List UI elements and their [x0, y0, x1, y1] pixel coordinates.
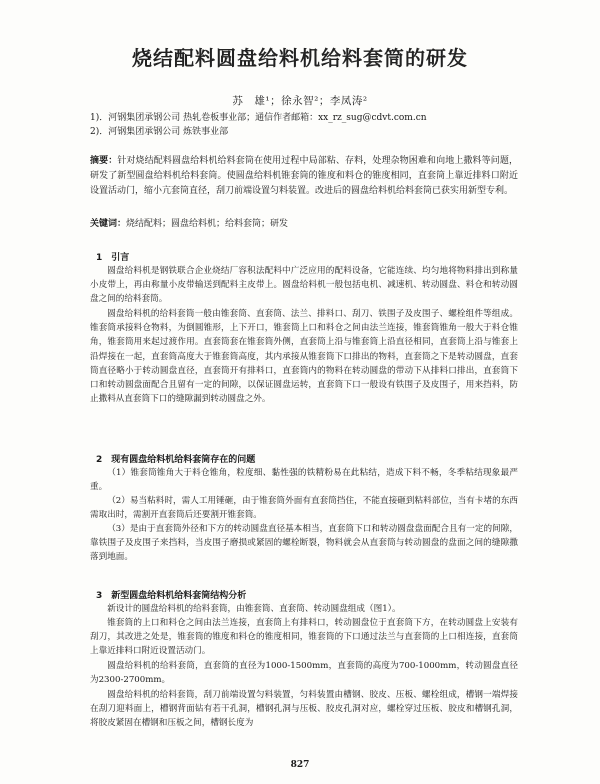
section-2-para-3: （3）是由于直套筒外径和下方的转动圆盘直径基本相当，直套筒下口和转动圆盘盘面配合且有一定的间隙，靠铁围子及皮围子来挡料，当皮围子磨损或紧固的螺栓断裂，物料就会从直套筒与转动圆盘的盘面之间的缝隙撒落到地面。 — [90, 524, 518, 563]
section-2-heading: 2 现有圆盘给料机给料套筒存在的问题 — [96, 455, 256, 465]
section-1-heading: 1 引言 — [96, 253, 130, 263]
keywords-text: 烧结配料；圆盘给料机；给料套筒；研发 — [126, 219, 289, 229]
section-1-para-2: 圆盘给料机的给料套筒一般由锥套筒、直套筒、法兰、排料口、刮刀、铁围子及皮围子、螺栓组件等组成。锥套筒承接料仓物料，为倒圆锥形，上下开口，锥套筒上口和料仓之间由法兰连接，锥套筒锥角一般大于料仓锥角，锥套筒用来起过渡作用。直套筒套在锥套筒外侧，直套筒上沿与锥套筒上沿直径相同，直套筒上沿与锥套上沿焊接在一起，直套筒高度大于锥套筒高度，其内承接从锥套筒下口排出的物料，直套筒之下是转动圆盘，直套筒直径略小于转动圆盘直径，直套筒开有排料口，直套筒内的物料在转动圆盘的带动下从排料口排出，直套筒下口和转动圆盘面配合且留有一定的间隙，以保证圆盘运转，直套筒下口一般设有铁围子及皮围子，用来挡料，防止撒料从直套筒下口的缝隙漏到转动圆盘之外。 — [90, 309, 518, 405]
author-list: 苏 雄¹；徐永智²；李凤涛² — [232, 95, 368, 107]
page-number: 827 — [290, 760, 310, 770]
section-3-para-3: 圆盘给料机的给料套筒，直套筒的直径为1000-1500mm，直套筒的高度为700-1000mm，转动圆盘直径为2300-2700mm。 — [90, 661, 518, 686]
section-2-para-1: （1）锥套筒锥角大于料仓锥角，粒度细、黏性强的铁精粉易在此粘结，造成下料不畅，冬季粘结现象最严重。 — [90, 468, 518, 493]
section-2-para-2: （2）易当粘料时，需人工用锤砸，由于锥套筒外面有直套筒挡住，不能直接砸到粘料部位，当有卡堵的东西需取出时，需割开直套筒后还要割开锥套筒。 — [90, 496, 518, 521]
section-3-para-2: 锥套筒的上口和料仓之间由法兰连接，直套筒上有排料口，转动圆盘位于直套筒下方，在转动圆盘上安装有刮刀，其改进之处是，锥套筒的锥度和料仓的锥度相同，锥套筒的下口通过法兰与直套筒的上口相连接，直套筒上靠近排料口附近设置活动门。 — [90, 618, 518, 657]
abstract-label: 摘要： — [90, 156, 118, 166]
abstract-text: 针对烧结配料圆盘给料机给料套筒在使用过程中局部粘、存料，处理杂物困难和向地上撒料等问题，研发了新型圆盘给料机给料套筒。使圆盘给料机锥套筒的锥度和料仓的锥度相同，直套筒上靠近排料口附近设置活动门，缩小亢套筒直径，刮刀前端设置匀料装置。改进后的圆盘给料机给料套筒已获实用新型专利。 — [90, 156, 518, 196]
section-1-para-1: 圆盘给料机是钢铁联合企业烧结厂容积法配料中广泛应用的配料设备，它能连续、均匀地将物料排出到称量小皮带上，再由称量小皮带输送到配料主皮带上。圆盘给料机一般包括电机、减速机、转动圆盘、料仓和转动圆盘之间的给料套筒。 — [90, 266, 518, 305]
paper-title: 烧结配料圆盘给料机给料套筒的研发 — [132, 46, 468, 70]
section-3-para-4: 圆盘给料机的给料套筒，刮刀前端设置匀料装置，匀料装置由槽钢、胶皮、压板、螺栓组成，槽钢一端焊接在刮刀迎料面上，槽钢背面钻有若干孔洞，槽钢孔洞与压板、胶皮孔洞对应，螺栓穿过压板、胶皮和槽钢孔洞，将胶皮紧固在槽钢和压板之间，槽钢长度为 — [90, 690, 518, 729]
section-3-para-1: 新设计的圆盘给料机的给料套筒，由锥套筒、直套筒、转动圆盘组成（图1）。 — [107, 604, 401, 614]
affiliation-1: 1)．河钢集团承钢公司 热轧卷板事业部；通信作者邮箱：xx_rz_sug@cdvt.com.cn — [90, 113, 427, 123]
keywords-label: 关键词： — [90, 219, 127, 229]
section-3-heading: 3 新型圆盘给料机给料套筒结构分析 — [96, 591, 247, 601]
abstract — [90, 154, 518, 199]
keywords — [90, 216, 518, 229]
affiliation-2: 2)．河钢集团承钢公司 炼铁事业部 — [90, 127, 229, 137]
